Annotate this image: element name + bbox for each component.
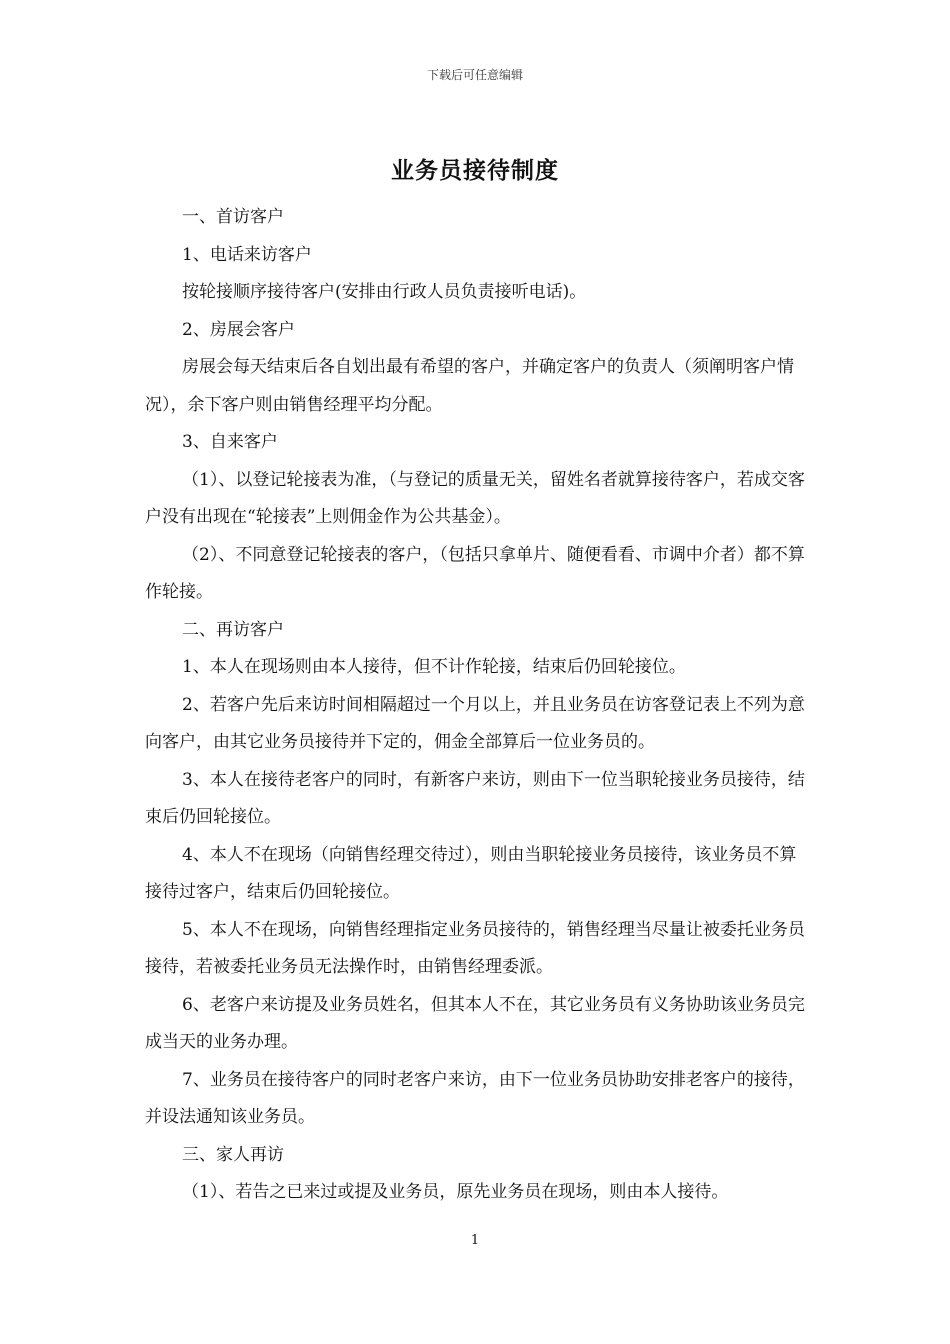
- document-body: [145, 199, 810, 1212]
- document-title: 业务员接待制度: [391, 157, 559, 184]
- subheading-phone-visitors: 1、电话来访客户: [182, 244, 312, 265]
- subheading-walk-in-visitors: 3、自来客户: [182, 432, 278, 452]
- paragraph-return-rule-6: 6、老客户来访提及业务员姓名，但其本人不在，其它业务员有义务协助该业务员完成当天的业务办理。: [145, 994, 805, 1052]
- paragraph-return-rule-4: 4、本人不在现场（向销售经理交待过），则由当职轮接业务员接待，该业务员不算接待过客户，结束后仍回轮接位。: [145, 844, 797, 902]
- page-header-note: 下载后可任意编辑: [426, 68, 523, 82]
- section-heading-first-visit: 一、首访客户: [182, 207, 284, 227]
- paragraph-phone-rule: 按轮接顺序接待客户(安排由行政人员负责接听电话)。: [182, 282, 587, 302]
- paragraph-walk-in-rule-2: （2）、不同意登记轮接表的客户，（包括只拿单片、随便看看、市调中介者）都不算作轮接。: [145, 544, 805, 602]
- subheading-expo-visitors: 2、房展会客户: [182, 319, 295, 340]
- paragraph-return-rule-7: 7、业务员在接待客户的同时老客户来访，由下一位业务员协助安排老客户的接待，并设法通知该业务员。: [145, 1069, 805, 1127]
- paragraph-return-rule-5: 5、本人不在现场，向销售经理指定业务员接待的，销售经理当尽量让被委托业务员接待，若被委托业务员无法操作时，由销售经理委派。: [145, 919, 805, 977]
- paragraph-expo-rule: 房展会每天结束后各自划出最有希望的客户，并确定客户的负责人（须阐明客户情况），余下客户则由销售经理平均分配。: [145, 357, 794, 415]
- paragraph-walk-in-rule-1: （1）、以登记轮接表为准，（与登记的质量无关，留姓名者就算接待客户，若成交客户没有出现在“轮接表”上则佣金作为公共基金）。: [145, 469, 805, 527]
- paragraph-return-rule-2: 2、若客户先后来访时间相隔超过一个月以上，并且业务员在访客登记表上不列为意向客户，由其它业务员接待并下定的，佣金全部算后一位业务员的。: [145, 694, 805, 752]
- paragraph-return-rule-1: 1、本人在现场则由本人接待，但不计作轮接，结束后仍回轮接位。: [182, 657, 686, 677]
- paragraph-family-rule-1: （1）、若告之已来过或提及业务员，原先业务员在现场，则由本人接待。: [182, 1182, 729, 1202]
- section-heading-return-visit: 二、再访客户: [182, 619, 284, 640]
- section-heading-family-visit: 三、家人再访: [182, 1144, 284, 1165]
- paragraph-return-rule-3: 3、本人在接待老客户的同时，有新客户来访，则由下一位当职轮接业务员接待，结束后仍回轮接位。: [145, 769, 805, 827]
- page-number: 1: [470, 1233, 480, 1248]
